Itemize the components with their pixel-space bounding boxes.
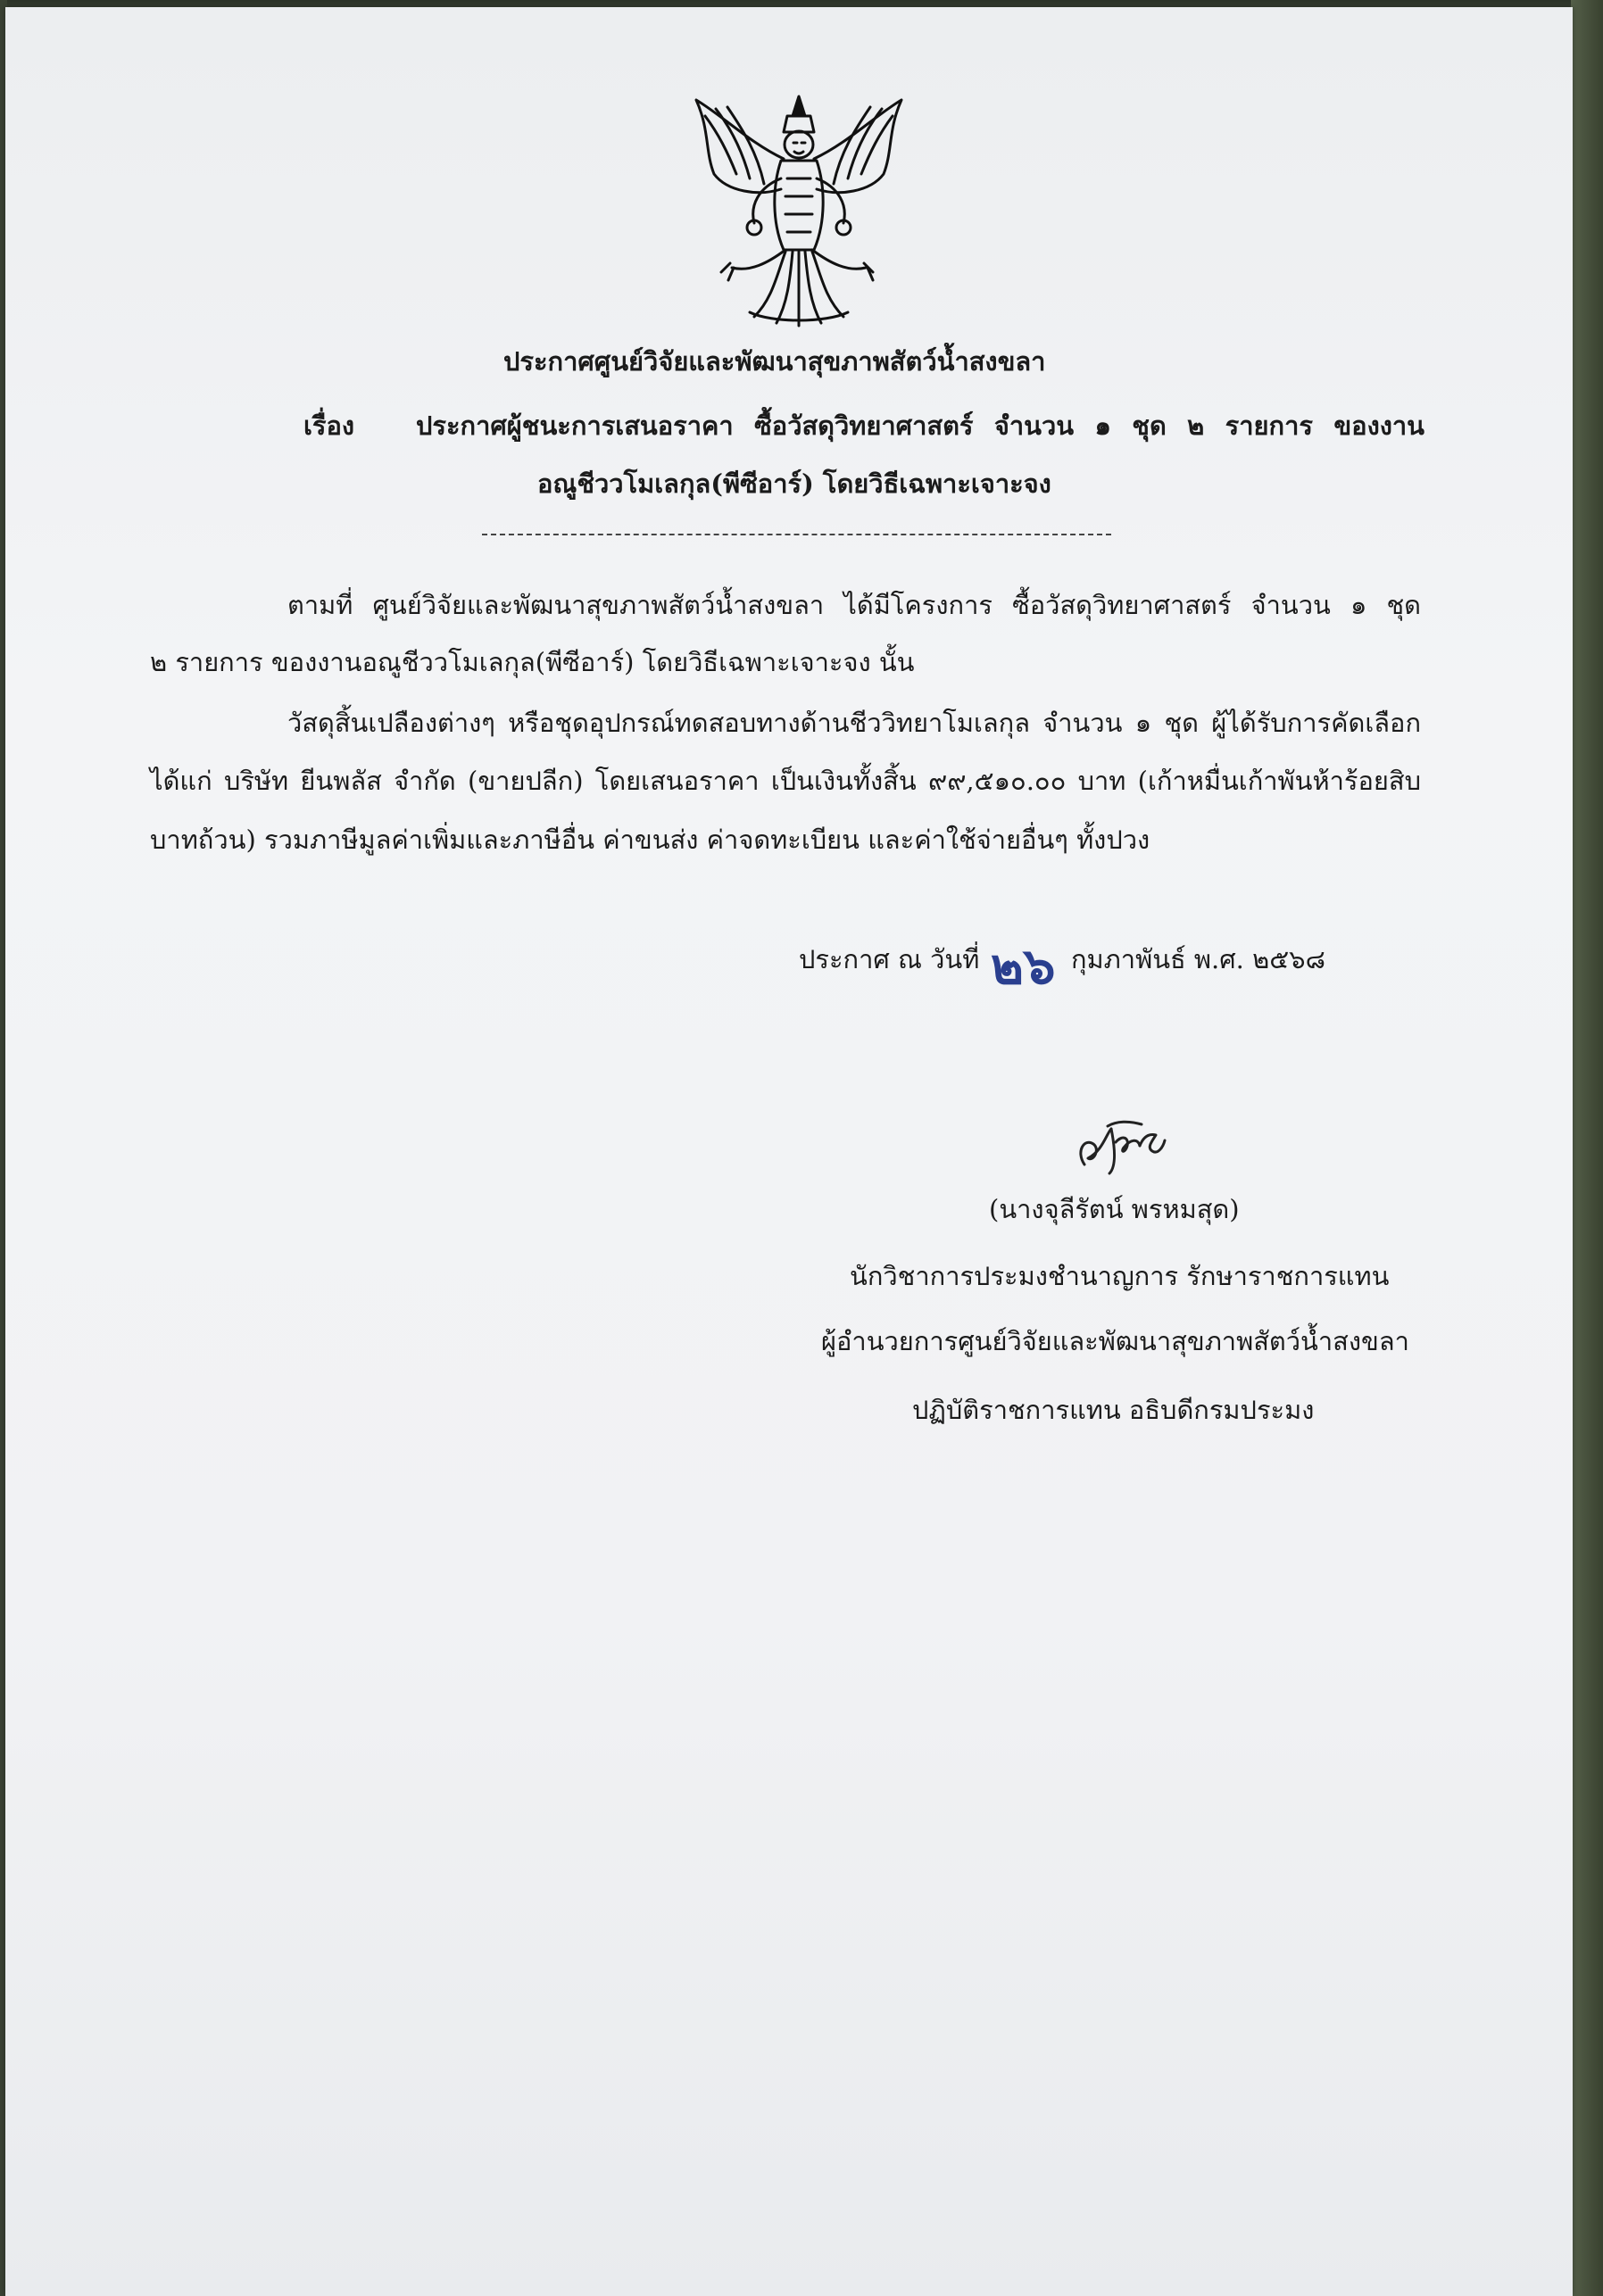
date-prefix: ประกาศ ณ วันที่	[799, 944, 980, 974]
subject-label: เรื่อง	[303, 410, 355, 441]
signatory-on-behalf: ปฏิบัติราชการแทน อธิบดีกรมประมง	[912, 1395, 1315, 1425]
garuda-emblem-icon	[687, 89, 910, 330]
background-right	[1571, 0, 1603, 2296]
signatory-position: นักวิชาการประมงชำนาญการ รักษาราชการแทน	[850, 1261, 1390, 1291]
date-month-year: กุมภาพันธ์ พ.ศ. ๒๕๖๘	[1071, 944, 1325, 974]
signatory-acting-for: ผู้อำนวยการศูนย์วิจัยและพัฒนาสุขภาพสัตว์น้ำสงขลา	[821, 1326, 1409, 1356]
agency-title: ประกาศศูนย์วิจัยและพัฒนาสุขภาพสัตว์น้ำสงขลา	[503, 346, 1046, 377]
para1-line-1: ตามที่ ศูนย์วิจัยและพัฒนาสุขภาพสัตว์น้ำสงขลา ได้มีโครงการ ซื้อวัสดุวิทยาศาสตร์ จำนวน ๑ ชุด	[287, 590, 1421, 620]
para1-line-2: ๒ รายการ ของงานอณูชีววโมเลกุล(พีซีอาร์) โดยวิธีเฉพาะเจาะจง นั้น	[150, 647, 915, 677]
date-day-handwritten: ๒๖	[991, 938, 1056, 996]
signature	[1067, 1115, 1174, 1178]
signatory-name: (นางจุลีรัตน์ พรหมสุด)	[989, 1194, 1240, 1224]
para2-line-3: บาทถ้วน) รวมภาษีมูลค่าเพิ่มและภาษีอื่น ค่าขนส่ง ค่าจดทะเบียน และค่าใช้จ่ายอื่นๆ ทั้งปวง	[150, 825, 1150, 855]
subject-line-1: ประกาศผู้ชนะการเสนอราคา ซื้อวัสดุวิทยาศาสตร์ จำนวน ๑ ชุด ๒ รายการ ของงาน	[416, 410, 1424, 441]
para2-line-2: ได้แก่ บริษัท ยีนพลัส จำกัด (ขายปลีก) โดยเสนอราคา เป็นเงินทั้งสิ้น ๙๙,๕๑๐.๐๐ บาท (เก้าหมื่นเก้าพันห้าร้อยสิบ	[150, 766, 1421, 796]
subject-line-2: อณูชีววโมเลกุล(พีซีอาร์) โดยวิธีเฉพาะเจาะจง	[537, 468, 1051, 499]
divider-rule	[482, 534, 1111, 535]
para2-line-1: วัสดุสิ้นเปลืองต่างๆ หรือชุดอุปกรณ์ทดสอบทางด้านชีววิทยาโมเลกุล จำนวน ๑ ชุด ผู้ได้รับการคัดเลือก	[287, 708, 1421, 738]
